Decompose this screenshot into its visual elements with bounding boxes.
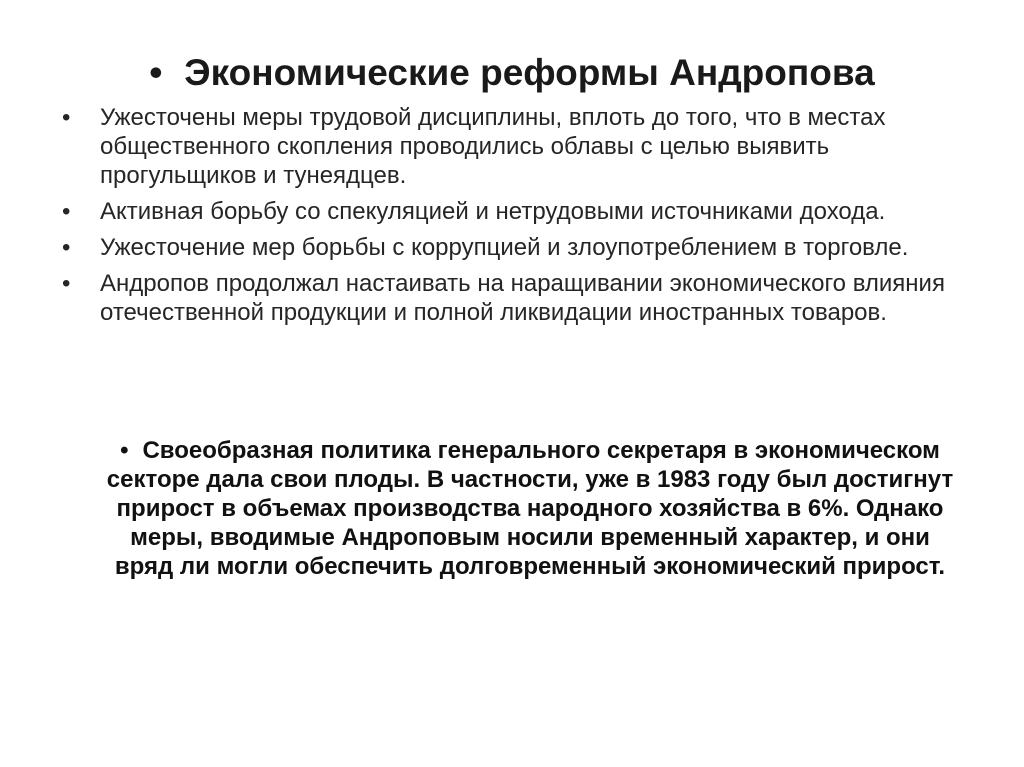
- conclusion-bullet: •: [120, 437, 129, 464]
- bullet-marker: •: [62, 234, 71, 261]
- bullet-text: Ужесточение мер борьбы с коррупцией и злоупотреблением в торговле.: [100, 234, 909, 261]
- slide-title: Экономические реформы Андропова: [184, 52, 875, 93]
- bullet-item: [62, 197, 962, 226]
- bullet-text: Андропов продолжал настаивать на наращивании экономического влияния отечественной продукции и полной ликвидации иностранных товаров.: [100, 270, 945, 326]
- conclusion-text: Своеобразная политика генерального секретаря в экономическом секторе дала свои плоды. В частности, уже в 1983 году был достигнут прирост в объемах производства народного хозяйства в 6%. Однако меры, вводимые Андроповым носили временный характер, и они вряд ли могли обеспечить долговременный экономический прирост.: [106, 437, 954, 580]
- bullet-item: [62, 269, 962, 327]
- bullet-item: [62, 103, 962, 190]
- bullet-text: Ужесточены меры трудовой дисциплины, вплоть до того, что в местах общественного скопления проводились облавы с целью выявить прогульщиков и тунеядцев.: [100, 104, 886, 189]
- bullet-marker: •: [62, 104, 71, 131]
- slide-title-row: [0, 50, 1024, 96]
- bullet-list: [62, 103, 962, 334]
- bullet-marker: •: [62, 198, 71, 225]
- bullet-marker: •: [62, 270, 71, 297]
- bullet-item: [62, 233, 962, 262]
- conclusion-paragraph: [100, 436, 960, 581]
- title-bullet: •: [149, 52, 163, 93]
- bullet-text: Активная борьбу со спекуляцией и нетрудовыми источниками дохода.: [100, 198, 886, 225]
